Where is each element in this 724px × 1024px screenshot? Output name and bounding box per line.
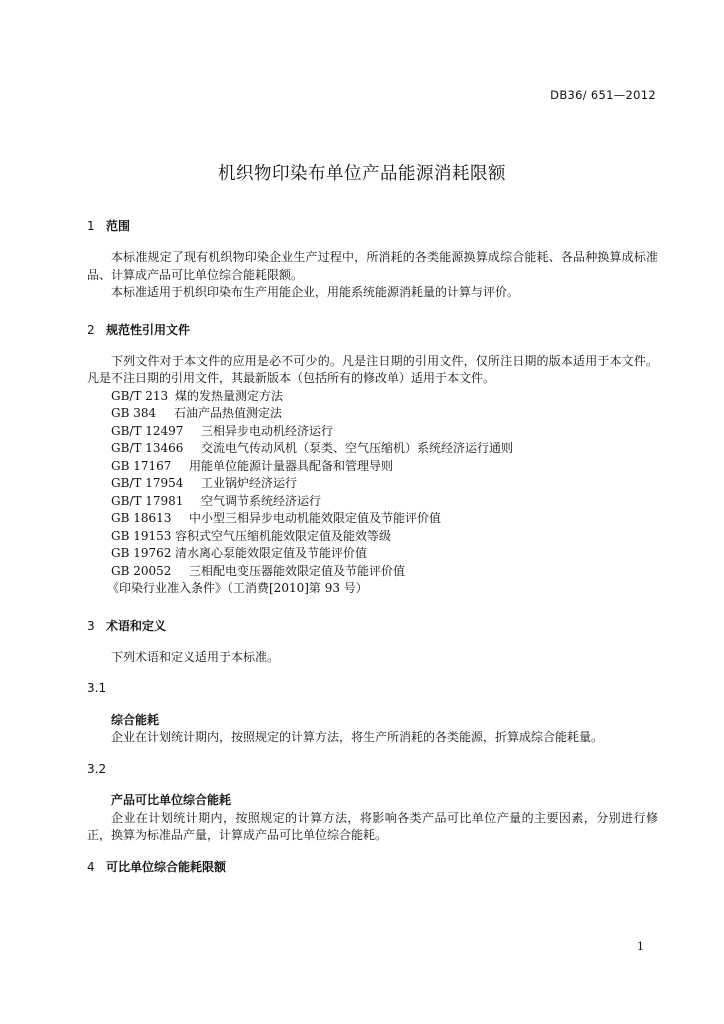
reference-name: 三相异步电动机经济运行 xyxy=(201,423,334,438)
standard-code: DB36/ 651—2012 xyxy=(550,88,656,102)
reference-item-extra: 《印染行业准入条件》（工消费[2010]第 93 号） xyxy=(107,581,368,595)
reference-code: GB/T 213 xyxy=(111,388,169,403)
term-number: 3.1 xyxy=(87,681,107,695)
paragraph: 下列术语和定义适用于本标准。 xyxy=(111,649,280,664)
reference-name: 三相配电变压器能效限定值及节能评价值 xyxy=(189,563,406,578)
reference-item xyxy=(111,423,658,441)
reference-item xyxy=(111,510,658,528)
reference-item xyxy=(111,545,658,563)
reference-item xyxy=(111,440,658,458)
section-title: 可比单位综合能耗限额 xyxy=(106,859,227,874)
reference-name: 石油产品热值测定法 xyxy=(174,406,283,420)
page-number: 1 xyxy=(637,940,644,953)
section-heading-references xyxy=(87,322,658,339)
reference-code: GB/T 17981 xyxy=(111,493,184,508)
section-title: 规范性引用文件 xyxy=(106,322,191,337)
paragraph: 本标准适用于机织印染布生产用能企业，用能系统能源消耗量的计算与评价。 xyxy=(111,285,520,299)
section-number: 1 xyxy=(87,219,95,233)
reference-name: 工业锅炉经济运行 xyxy=(201,476,298,490)
paragraph: 本标准规定了现有机织物印染企业生产过程中，所消耗的各类能源换算成综合能耗、各品种换算成标准品、计算成产品可比单位综合能耗限额。 xyxy=(87,250,658,282)
reference-code: GB 18613 xyxy=(111,511,172,525)
section-heading-terms xyxy=(87,618,658,635)
term-name: 综合能耗 xyxy=(111,712,160,727)
reference-code: GB 19762 xyxy=(111,546,172,560)
section-number: 4 xyxy=(87,859,95,874)
reference-code: GB/T 17954 xyxy=(111,476,184,490)
reference-name: 空气调节系统经济运行 xyxy=(201,493,322,508)
reference-code: GB/T 12497 xyxy=(111,423,184,438)
reference-item xyxy=(111,405,658,423)
reference-code: GB/T 13466 xyxy=(111,441,184,455)
reference-item xyxy=(111,528,658,546)
reference-item xyxy=(111,475,658,493)
term-name: 产品可比单位综合能耗 xyxy=(111,793,232,807)
reference-item xyxy=(111,493,658,511)
section-number: 2 xyxy=(87,322,95,337)
reference-item xyxy=(111,388,658,406)
section-number: 3 xyxy=(87,618,95,633)
section-heading-limits xyxy=(87,859,658,876)
term-number: 3.2 xyxy=(87,761,107,776)
reference-name: 煤的发热量测定方法 xyxy=(175,388,284,403)
paragraph: 下列文件对于本文件的应用是必不可少的。凡是注日期的引用文件，仅所注日期的版本适用于本文件。凡是不注日期的引用文件，其最新版本（包括所有的修改单）适用于本文件。 xyxy=(87,353,658,385)
section-title: 术语和定义 xyxy=(106,618,167,633)
reference-name: 中小型三相异步电动机能效限定值及节能评价值 xyxy=(189,511,442,525)
term-definition: 企业在计划统计期内，按照规定的计算方法，将影响各类产品可比单位产量的主要因素，分别进行修正，换算为标准品产量，计算成产品可比单位综合能耗。 xyxy=(87,810,658,842)
term-definition: 企业在计划统计期内，按照规定的计算方法，将生产所消耗的各类能源，折算成综合能耗量。 xyxy=(111,730,604,744)
reference-name: 容积式空气压缩机能效限定值及能效等级 xyxy=(175,528,392,543)
reference-code: GB 17167 xyxy=(111,458,172,473)
reference-name: 清水离心泵能效限定值及节能评价值 xyxy=(175,546,368,560)
section-heading-scope xyxy=(87,218,658,235)
reference-item xyxy=(111,458,658,476)
section-title: 范围 xyxy=(106,219,131,233)
reference-name: 交流电气传动风机（泵类、空气压缩机）系统经济运行通则 xyxy=(201,441,514,455)
document-body xyxy=(87,218,658,876)
reference-code: GB 20052 xyxy=(111,563,172,578)
reference-item xyxy=(111,563,658,581)
document-title: 机织物印染布单位产品能源消耗限额 xyxy=(218,164,506,184)
reference-code: GB 19153 xyxy=(111,528,172,543)
reference-code: GB 384 xyxy=(111,406,157,420)
reference-name: 用能单位能源计量器具配备和管理导则 xyxy=(189,458,394,473)
